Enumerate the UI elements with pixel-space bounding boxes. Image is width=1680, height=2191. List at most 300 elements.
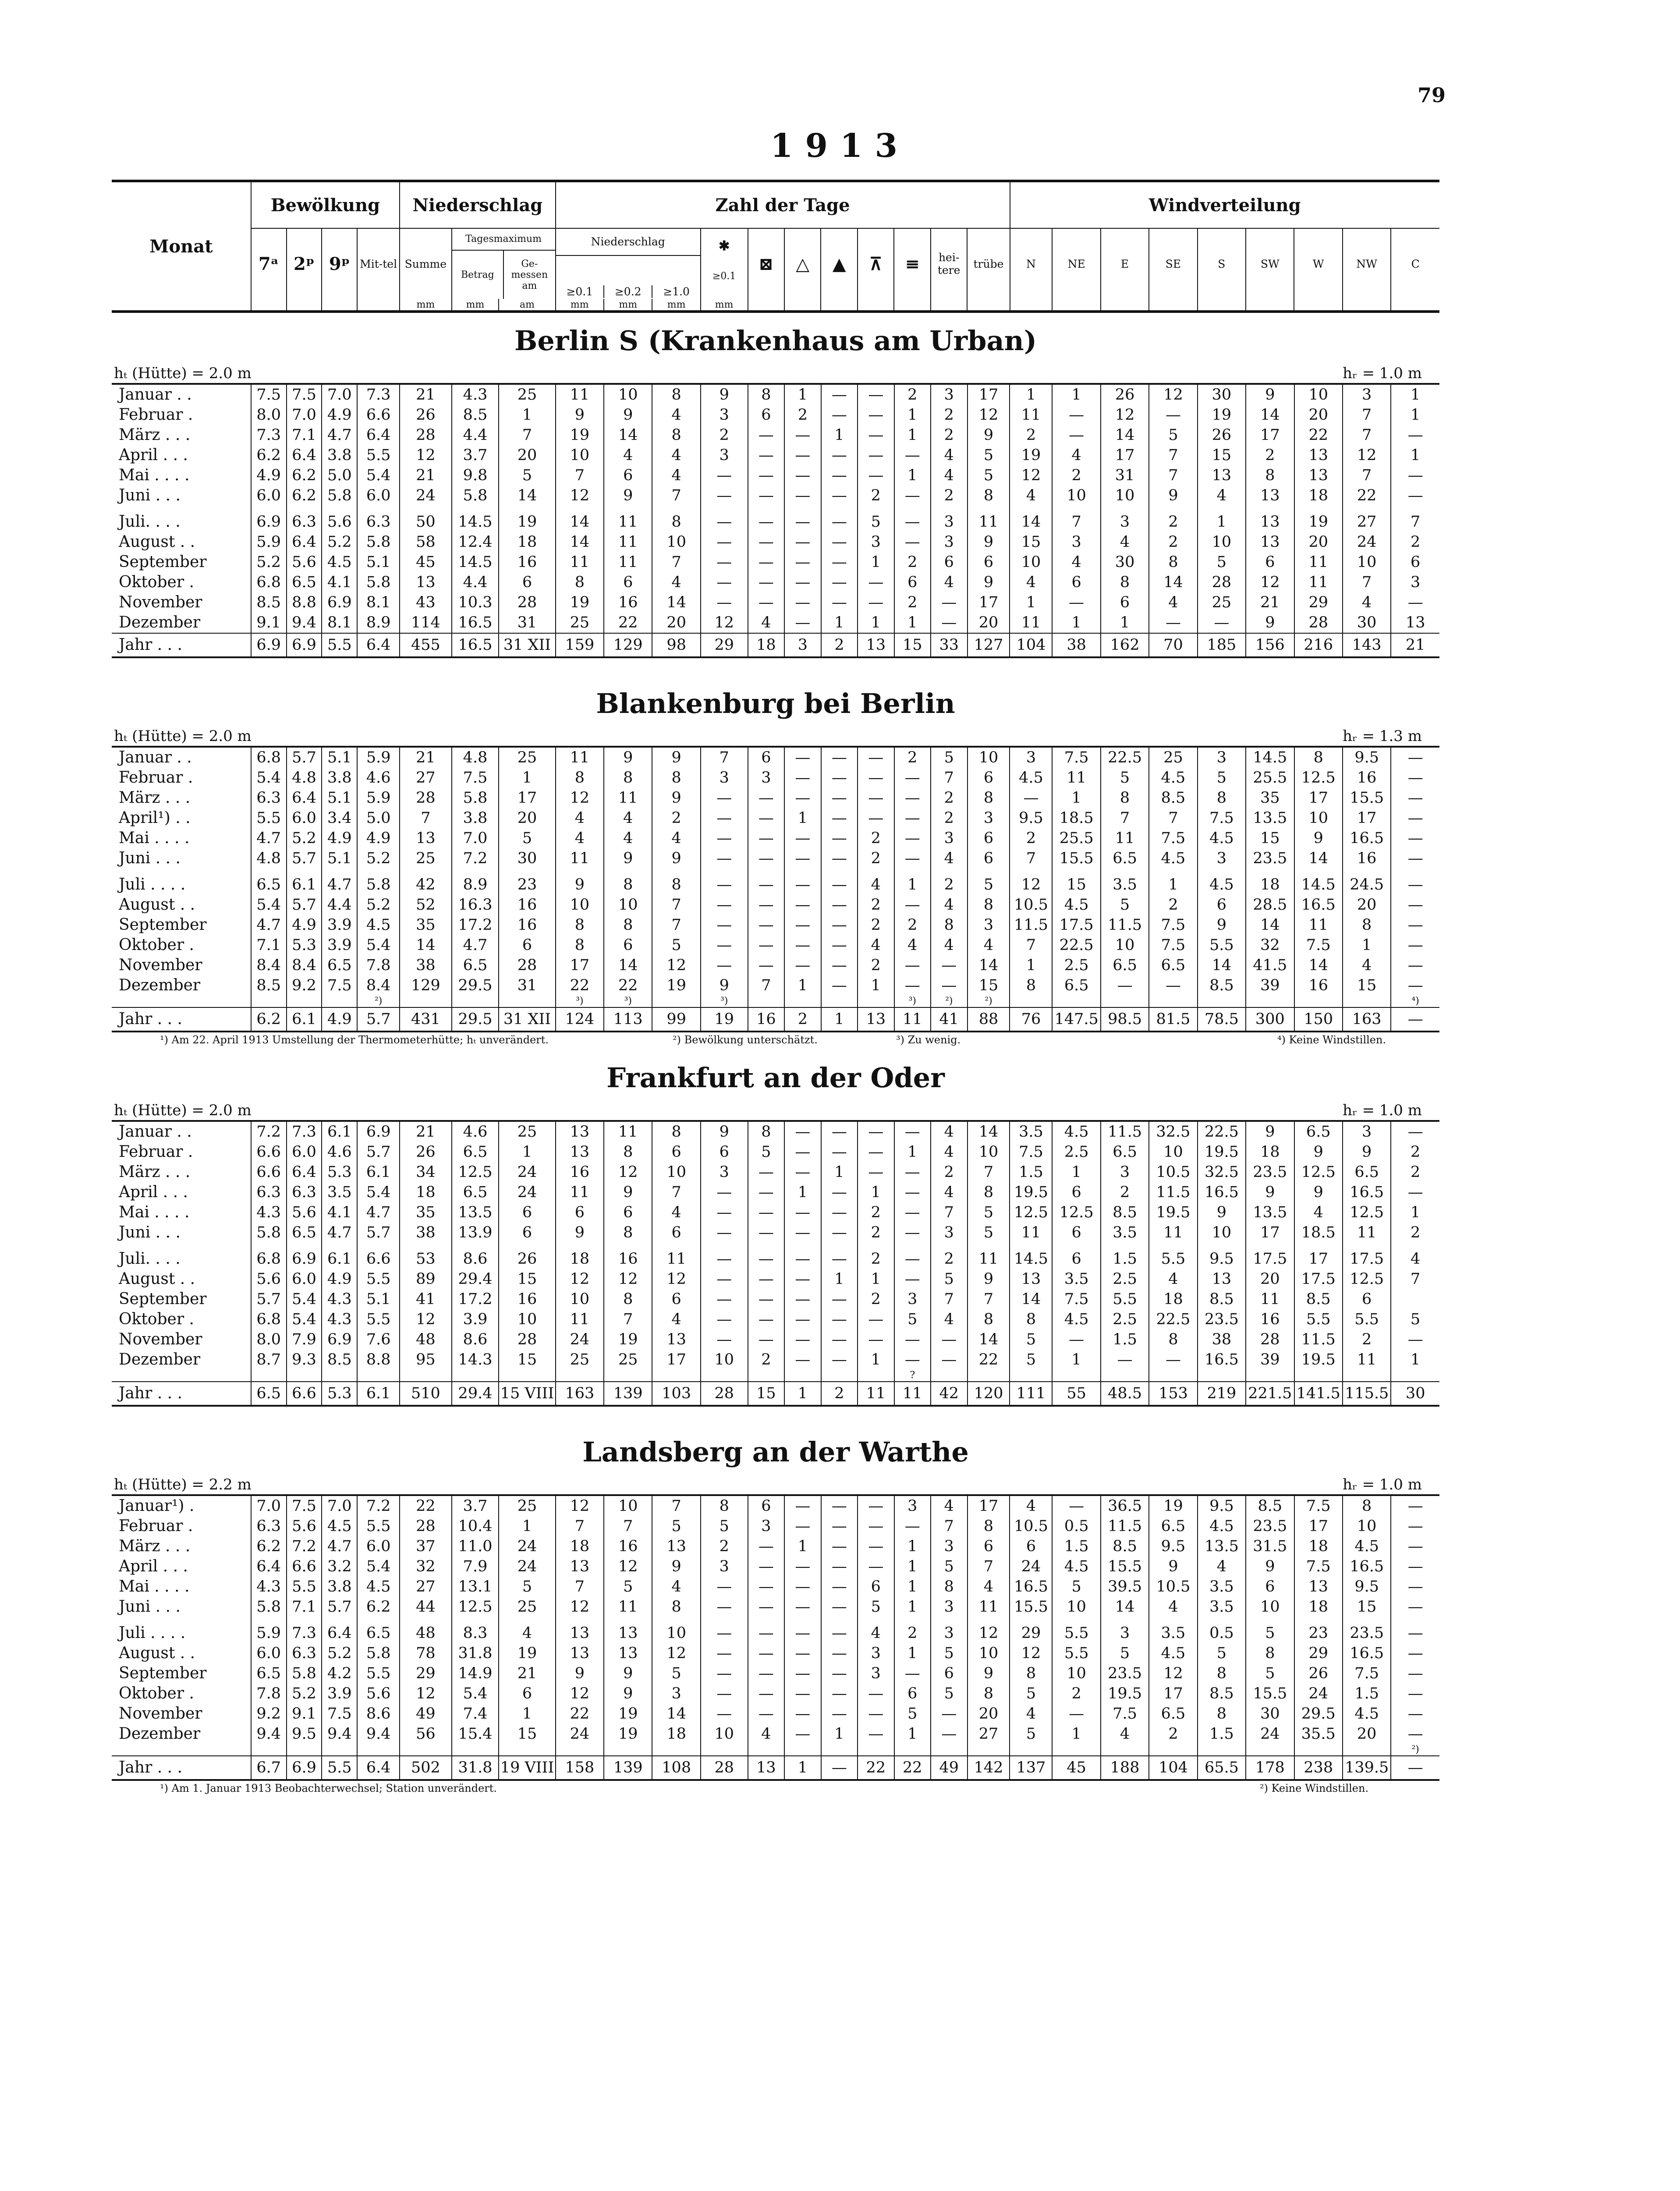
table-cell: 8.5: [452, 405, 499, 425]
table-cell: 30: [1101, 552, 1149, 572]
table-cell: 238: [1294, 1756, 1343, 1780]
table-cell: 22: [894, 1756, 931, 1780]
table-cell: 10: [1246, 1597, 1294, 1617]
table-cell: 10: [701, 1724, 748, 1744]
table-cell: —: [701, 1623, 748, 1643]
table-cell: 8.6: [357, 1704, 400, 1724]
table-cell: 2: [1246, 445, 1294, 465]
table-cell: —: [748, 1182, 784, 1202]
table-cell: 18: [1246, 1142, 1294, 1162]
table-cell: 3: [931, 1536, 967, 1556]
table-cell: 16: [1343, 768, 1391, 788]
table-cell: 39: [1246, 1350, 1294, 1370]
unit-n4: mm: [701, 299, 748, 312]
table-cell: 2: [858, 955, 894, 975]
table-cell: 37: [400, 1536, 452, 1556]
table-cell: 14: [1294, 848, 1343, 869]
table-cell: 12: [556, 788, 604, 808]
table-cell: 1: [858, 1182, 894, 1202]
table-cell: 24: [556, 1724, 604, 1744]
table-cell: 9: [556, 405, 604, 425]
table-cell: 25: [604, 1350, 652, 1370]
table-cell: 24: [556, 1329, 604, 1350]
table-cell: 2: [931, 1162, 967, 1182]
table-cell: 39.5: [1101, 1577, 1149, 1597]
table-cell: 24: [499, 1556, 555, 1577]
table-cell: 4: [968, 1577, 1010, 1597]
table-cell: 52: [400, 895, 452, 915]
table-cell: 7: [1343, 465, 1391, 486]
table-cell: 6: [499, 1202, 555, 1223]
table-cell: 11: [556, 552, 604, 572]
table-cell: —: [931, 613, 967, 633]
table-cell: 15.4: [452, 1724, 499, 1744]
table-row: [112, 768, 1439, 788]
table-cell: 6.0: [357, 1536, 400, 1556]
table-cell: 5.3: [287, 935, 322, 955]
table-cell: 9: [604, 405, 652, 425]
table-cell: 5.3: [322, 1382, 357, 1406]
table-cell: 4.9: [357, 828, 400, 848]
table-cell: 18: [499, 532, 555, 552]
table-cell: —: [858, 1495, 894, 1516]
table-cell: 150: [1294, 1007, 1343, 1032]
table-cell: 21: [400, 747, 452, 768]
table-cell: [1010, 1744, 1052, 1756]
table-cell: 6: [968, 848, 1010, 869]
table-cell: —: [701, 1289, 748, 1309]
table-cell: —: [858, 1704, 894, 1724]
table-cell: 4.5: [1052, 895, 1100, 915]
table-cell: [748, 996, 784, 1007]
table-row: [112, 512, 1439, 532]
table-cell: 28: [1294, 613, 1343, 633]
table-cell: 12: [400, 445, 452, 465]
table-cell: 5: [701, 1516, 748, 1536]
table-cell: 5: [1198, 768, 1246, 788]
table-cell: —: [894, 1329, 931, 1350]
table-cell: 6.9: [251, 512, 287, 532]
table-cell: [556, 1744, 604, 1756]
table-cell: 9.5: [1343, 1577, 1391, 1597]
table-cell: 27: [400, 768, 452, 788]
table-cell: 10.5: [1010, 1516, 1052, 1536]
table-cell: 22.5: [1052, 935, 1100, 955]
table-cell: 1: [894, 425, 931, 445]
page-title-year: 1913: [770, 127, 910, 165]
table-cell: 41.5: [1246, 955, 1294, 975]
table-cell: 22: [400, 1495, 452, 1516]
table-cell: 23.5: [1246, 1162, 1294, 1182]
table-cell: —: [784, 788, 821, 808]
table-cell: 12: [1101, 405, 1149, 425]
table-cell: 4.5: [357, 915, 400, 935]
table-cell: [452, 1744, 499, 1756]
table-cell: 10: [701, 1350, 748, 1370]
table-cell: —: [1052, 425, 1100, 445]
row-label: Januar . .: [119, 748, 192, 766]
table-cell: 8: [1010, 975, 1052, 996]
table-cell: —: [701, 828, 748, 848]
table-cell: [322, 1370, 357, 1382]
table-cell: 10.5: [1149, 1577, 1197, 1597]
row-spacer: [112, 869, 1439, 875]
table-cell: 6.5: [1343, 1162, 1391, 1182]
header-snow: [701, 228, 748, 299]
table-cell: 95: [400, 1350, 452, 1370]
table-cell: 19.5: [1010, 1182, 1052, 1202]
table-cell: 3.8: [322, 445, 357, 465]
row-label: [112, 996, 251, 1007]
table-cell: 16: [604, 1249, 652, 1269]
hail-icon: ⊠: [748, 228, 784, 299]
table-cell: 22: [556, 1704, 604, 1724]
table-cell: 2: [858, 1223, 894, 1243]
table-cell: 4.9: [251, 465, 287, 486]
table-cell: 19: [1198, 405, 1246, 425]
table-cell: 14: [604, 955, 652, 975]
table-cell: 9: [556, 1663, 604, 1684]
header-bew-9p: 9ᵖ: [322, 228, 357, 299]
table-cell: —: [701, 1223, 748, 1243]
table-cell: —: [748, 1202, 784, 1223]
table-row: [112, 445, 1439, 465]
table-cell: 5.0: [322, 465, 357, 486]
table-cell: 7.1: [251, 935, 287, 955]
table-cell: 6: [968, 768, 1010, 788]
table-cell: [1343, 996, 1391, 1007]
table-cell: 9: [1246, 1556, 1294, 1577]
table-cell: 16.5: [1294, 895, 1343, 915]
table-cell: —: [748, 955, 784, 975]
table-cell: —: [784, 895, 821, 915]
table-cell: 5: [968, 875, 1010, 895]
table-cell: 9: [1198, 1202, 1246, 1223]
table-cell: 25.5: [1246, 768, 1294, 788]
table-cell: —: [1391, 828, 1439, 848]
table-cell: 24: [1343, 532, 1391, 552]
table-cell: 6: [499, 1684, 555, 1704]
table-cell: 2: [1149, 1724, 1197, 1744]
table-cell: 6.0: [251, 1643, 287, 1663]
table-cell: —: [784, 768, 821, 788]
table-cell: 17: [1294, 1516, 1343, 1536]
table-cell: 10: [556, 445, 604, 465]
table-cell: —: [1391, 1756, 1439, 1780]
table-cell: 5.5: [322, 1756, 357, 1780]
gauge-height: hᵣ = 1.0 m: [1343, 1476, 1422, 1493]
table-cell: —: [784, 1724, 821, 1744]
table-cell: ³): [556, 996, 604, 1007]
table-cell: 6.5: [1101, 955, 1149, 975]
table-cell: —: [784, 552, 821, 572]
table-cell: 1: [894, 405, 931, 425]
table-cell: —: [701, 1597, 748, 1617]
table-cell: 9: [1343, 1142, 1391, 1162]
table-row: [112, 1223, 1439, 1243]
table-cell: 7.5: [1010, 1142, 1052, 1162]
table-cell: 21: [1391, 633, 1439, 657]
table-cell: —: [784, 572, 821, 592]
table-cell: 26: [499, 1249, 555, 1269]
table-cell: —: [858, 1121, 894, 1142]
table-cell: 38: [400, 955, 452, 975]
table-cell: 14: [1010, 1289, 1052, 1309]
table-cell: [821, 996, 858, 1007]
table-cell: 1: [821, 1007, 858, 1032]
table-cell: 8.0: [251, 405, 287, 425]
table-cell: —: [784, 1623, 821, 1643]
table-cell: 8: [652, 1121, 700, 1142]
table-cell: 104: [1010, 633, 1052, 657]
table-row: [112, 875, 1439, 895]
table-cell: —: [701, 1663, 748, 1684]
table-cell: 44: [400, 1597, 452, 1617]
station-section-landsberg-an-der-warthe: [112, 1424, 1439, 1798]
table-cell: 35.5: [1294, 1724, 1343, 1744]
footnote-mark-row: [112, 1744, 1439, 1756]
table-cell: [1052, 1370, 1100, 1382]
table-cell: 5.5: [357, 1269, 400, 1289]
table-cell: 5.6: [322, 512, 357, 532]
table-cell: 5.5: [1052, 1623, 1100, 1643]
table-cell: 6: [1246, 552, 1294, 572]
table-cell: 8.6: [452, 1329, 499, 1350]
table-cell: 7.9: [452, 1556, 499, 1577]
table-cell: 8: [1246, 1643, 1294, 1663]
table-cell: —: [784, 1597, 821, 1617]
table-cell: —: [821, 895, 858, 915]
table-cell: 31: [499, 613, 555, 633]
table-cell: 6.1: [322, 1249, 357, 1269]
table-cell: 15: [1052, 875, 1100, 895]
table-cell: 28: [499, 1329, 555, 1350]
table-cell: 11: [968, 1249, 1010, 1269]
table-cell: —: [821, 1684, 858, 1704]
table-cell: 24: [1010, 1556, 1052, 1577]
table-cell: 4: [652, 465, 700, 486]
table-cell: 7: [652, 486, 700, 506]
table-cell: —: [858, 768, 894, 788]
table-cell: 11: [1149, 1223, 1197, 1243]
table-cell: 9.5: [1343, 747, 1391, 768]
table-cell: 1: [1052, 384, 1100, 405]
unit-n3: mm: [652, 299, 700, 312]
row-spacer: [112, 1617, 1439, 1623]
table-cell: —: [1052, 592, 1100, 613]
table-cell: 58: [400, 532, 452, 552]
table-cell: 8: [701, 1495, 748, 1516]
table-cell: 15 VIII: [499, 1382, 555, 1406]
header-wind-n: N: [1010, 228, 1053, 299]
table-cell: 1: [1052, 613, 1100, 633]
table-cell: 8: [1246, 465, 1294, 486]
table-cell: 5: [652, 935, 700, 955]
table-cell: —: [894, 1663, 931, 1684]
table-cell: 1: [784, 1536, 821, 1556]
table-cell: 1: [784, 1382, 821, 1406]
table-cell: —: [931, 1329, 967, 1350]
table-cell: 5.2: [287, 828, 322, 848]
table-cell: 28: [1246, 1329, 1294, 1350]
table-cell: 8: [1343, 915, 1391, 935]
table-cell: [322, 1744, 357, 1756]
table-row: [112, 1704, 1439, 1724]
table-cell: 5: [652, 1516, 700, 1536]
table-cell: 3.2: [322, 1556, 357, 1577]
row-label: April¹) . .: [119, 809, 191, 827]
table-cell: 25: [499, 384, 555, 405]
table-cell: —: [748, 1289, 784, 1309]
table-cell: 6.1: [287, 1007, 322, 1032]
row-label: Februar .: [119, 769, 193, 787]
table-cell: 10: [1343, 552, 1391, 572]
table-cell: 6.4: [251, 1556, 287, 1577]
table-cell: 8: [1294, 747, 1343, 768]
table-cell: 2.5: [1052, 1142, 1100, 1162]
table-cell: 5.7: [287, 895, 322, 915]
table-cell: 9.5: [1149, 1536, 1197, 1556]
table-cell: 7.5: [1149, 915, 1197, 935]
table-cell: —: [821, 1663, 858, 1684]
table-cell: —: [1391, 1623, 1439, 1643]
table-cell: 14: [556, 532, 604, 552]
table-cell: —: [894, 828, 931, 848]
table-cell: 49: [931, 1756, 967, 1780]
table-cell: 5.1: [322, 747, 357, 768]
table-cell: —: [858, 592, 894, 613]
station-data-table: [112, 746, 1439, 1032]
table-cell: 2: [858, 1202, 894, 1223]
table-cell: 6.6: [251, 1162, 287, 1182]
table-cell: —: [784, 1309, 821, 1329]
table-cell: 12: [1010, 465, 1052, 486]
table-cell: 26: [1101, 384, 1149, 405]
table-cell: —: [1391, 895, 1439, 915]
table-cell: 11: [968, 1597, 1010, 1617]
table-cell: 9: [604, 747, 652, 768]
table-cell: 4: [748, 613, 784, 633]
table-cell: [968, 1370, 1010, 1382]
table-cell: 5: [968, 465, 1010, 486]
table-cell: 7: [1010, 848, 1052, 869]
station-sections: [112, 313, 1439, 1798]
table-cell: —: [701, 1577, 748, 1597]
table-cell: 9.5: [1198, 1495, 1246, 1516]
table-cell: 8: [652, 425, 700, 445]
header-nied-02: ≥0.2: [603, 285, 652, 298]
table-cell: 6.0: [357, 486, 400, 506]
table-cell: 2: [1052, 465, 1100, 486]
table-cell: —: [784, 1249, 821, 1269]
table-cell: 6.4: [287, 1162, 322, 1182]
table-row: [112, 808, 1439, 828]
table-cell: —: [894, 486, 931, 506]
table-cell: 2: [821, 1382, 858, 1406]
table-cell: 9.3: [287, 1350, 322, 1370]
table-cell: [652, 1744, 700, 1756]
table-cell: —: [701, 1249, 748, 1269]
table-cell: [1246, 996, 1294, 1007]
table-cell: 6: [1052, 1223, 1100, 1243]
table-cell: 11: [894, 1382, 931, 1406]
table-cell: 7.5: [1343, 1663, 1391, 1684]
table-cell: 1: [1391, 405, 1439, 425]
table-cell: 4.5: [1052, 1309, 1100, 1329]
table-cell: 8.5: [1198, 1289, 1246, 1309]
table-cell: 8.5: [1198, 975, 1246, 996]
table-cell: 16.5: [1343, 1182, 1391, 1202]
table-cell: [1294, 1370, 1343, 1382]
table-cell: 2: [858, 848, 894, 869]
table-cell: 6.5: [251, 1663, 287, 1684]
table-cell: —: [1391, 465, 1439, 486]
table-cell: 8: [1010, 1663, 1052, 1684]
table-row: [112, 1684, 1439, 1704]
table-cell: 5: [968, 1202, 1010, 1223]
table-cell: 13.9: [452, 1223, 499, 1243]
table-cell: 4.7: [251, 915, 287, 935]
table-cell: 5: [858, 1597, 894, 1617]
table-cell: 4.5: [1149, 768, 1197, 788]
table-cell: 13.1: [452, 1577, 499, 1597]
table-cell: —: [894, 1182, 931, 1202]
table-cell: 1.5: [1010, 1162, 1052, 1182]
table-cell: —: [821, 1704, 858, 1724]
table-cell: 88: [968, 1007, 1010, 1032]
table-cell: 5.2: [357, 848, 400, 869]
table-cell: 5: [1246, 1663, 1294, 1684]
table-cell: 19 VIII: [499, 1756, 555, 1780]
table-cell: 3: [931, 828, 967, 848]
table-cell: 11: [858, 1382, 894, 1406]
row-label: November: [119, 593, 202, 611]
table-cell: 39: [1246, 975, 1294, 996]
table-cell: [400, 996, 452, 1007]
table-cell: 143: [1343, 633, 1391, 657]
table-cell: 115.5: [1343, 1382, 1391, 1406]
table-cell: 8.5: [1246, 1495, 1294, 1516]
row-label: Dezember: [119, 1725, 201, 1743]
table-cell: 17: [1101, 445, 1149, 465]
table-cell: 98: [652, 633, 700, 657]
row-label: April . . .: [119, 1183, 188, 1201]
table-cell: —: [1391, 1556, 1439, 1577]
table-cell: 4: [931, 1495, 967, 1516]
unit-summe: mm: [400, 299, 451, 312]
table-cell: 3: [1052, 532, 1100, 552]
table-cell: 25: [499, 1597, 555, 1617]
table-cell: [858, 1370, 894, 1382]
table-cell: 19.5: [1101, 1684, 1149, 1704]
table-cell: 11: [604, 532, 652, 552]
table-cell: 111: [1010, 1382, 1052, 1406]
table-cell: 13: [652, 1536, 700, 1556]
table-cell: 0.5: [1198, 1623, 1246, 1643]
table-cell: 8: [1198, 1704, 1246, 1724]
table-cell: —: [1391, 1536, 1439, 1556]
table-cell: 4: [1149, 1269, 1197, 1289]
table-cell: 10.5: [1149, 1162, 1197, 1182]
row-label: Mai . . . .: [119, 829, 190, 847]
table-cell: 11: [1343, 1350, 1391, 1370]
table-cell: —: [858, 1516, 894, 1536]
table-cell: —: [748, 1536, 784, 1556]
annual-total-row: [112, 1756, 1439, 1780]
table-cell: 8: [604, 1223, 652, 1243]
table-cell: 7.5: [1149, 935, 1197, 955]
table-cell: 8: [604, 1289, 652, 1309]
